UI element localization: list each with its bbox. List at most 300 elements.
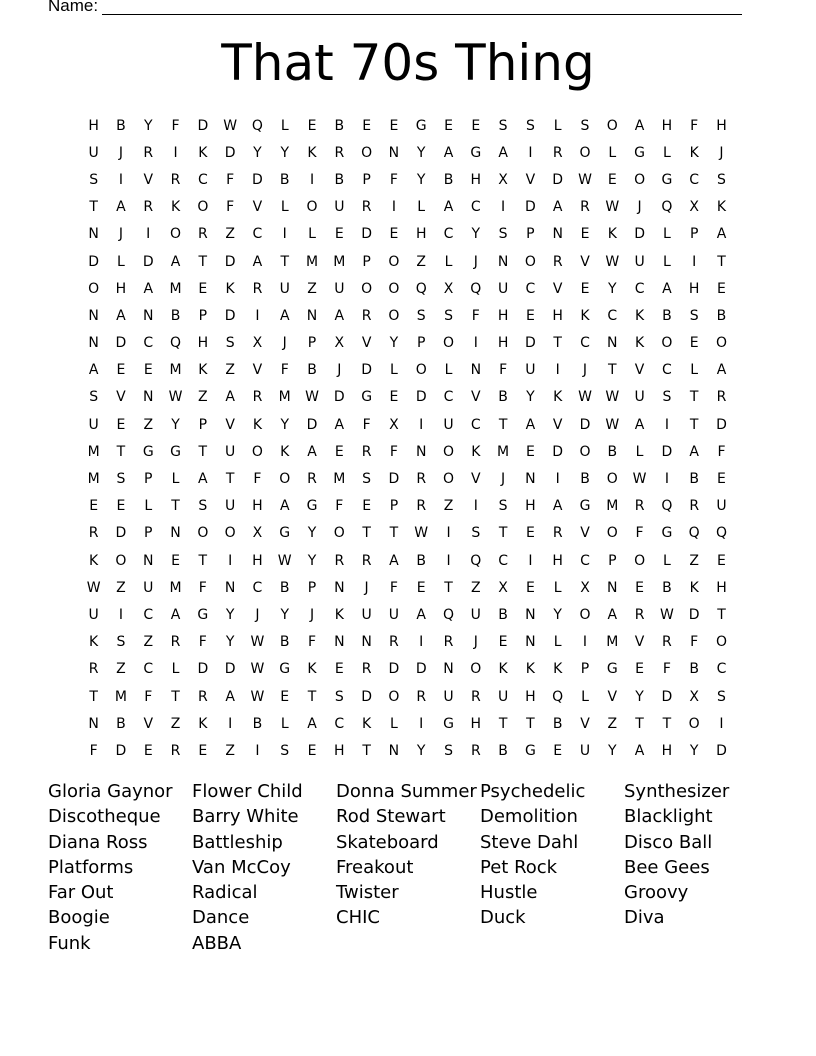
grid-letter: O [197,525,209,542]
grid-letter: A [116,199,126,216]
puzzle-title: That 70s Thing [221,34,595,92]
grid-letter: A [634,742,645,759]
grid-letter: S [116,471,126,488]
grid-letter: I [692,253,697,270]
grid-letter: T [662,715,672,732]
grid-letter: Z [170,715,181,732]
grid-letter: S [717,171,726,188]
grid-letter: R [470,742,481,759]
grid-letter: E [280,688,290,705]
grid-letter: G [279,661,291,678]
grid-letter: M [169,280,182,297]
name-label: Name: [48,0,99,15]
grid-letter: O [442,335,455,352]
grid-letter: E [116,362,126,379]
grid-letter: R [361,552,372,569]
grid-letter: O [388,253,400,270]
grid-row [80,248,740,275]
grid-letter: I [528,144,533,161]
grid-letter: R [443,634,454,651]
name-underline [102,0,742,15]
grid-letter: V [252,362,263,379]
grid-letter: K [225,280,235,297]
grid-letter: Z [607,715,618,732]
grid-letter: A [716,226,727,243]
grid-letter: K [716,199,727,216]
grid-letter: Z [198,389,208,406]
grid-letter: D [252,171,263,188]
grid-letter: J [309,606,315,623]
grid-letter: D [224,661,236,678]
grid-row [80,384,740,411]
grid-letter: J [337,362,342,379]
grid-letter: X [689,199,699,216]
grid-letter: N [170,525,181,542]
grid-letter: S [689,307,699,324]
grid-letter: W [223,117,238,134]
grid-letter: I [664,471,669,488]
grid-letter: I [719,715,724,732]
grid-letter: E [689,335,699,352]
grid-letter: R [334,552,345,569]
grid-letter: O [306,199,318,216]
grid-letter: C [607,307,618,324]
grid-letter: U [470,606,481,623]
grid-letter: X [580,579,590,596]
grid-letter: B [279,171,290,188]
grid-letter: N [388,144,400,161]
grid-letter: E [525,525,535,542]
grid-letter: H [88,117,99,134]
grid-letter: J [255,606,260,623]
grid-letter: N [525,606,536,623]
grid-letter: S [416,307,426,324]
grid-letter: N [361,634,372,651]
grid-letter: I [555,362,560,379]
grid-letter: Y [608,742,617,759]
grid-letter: C [334,715,345,732]
grid-letter: K [89,634,99,651]
grid-letter: V [252,199,263,216]
grid-letter: K [334,606,344,623]
grid-letter: L [117,253,125,270]
grid-letter: A [552,498,563,515]
grid-letter: R [361,443,372,460]
grid-row [80,438,740,465]
grid-letter: R [252,280,263,297]
grid-letter: C [143,661,154,678]
grid-row [80,275,740,302]
grid-letter: T [362,525,371,542]
grid-letter: E [717,552,726,569]
grid-row [80,330,740,357]
letter-grid [80,112,740,765]
grid-letter: R [334,144,345,161]
grid-row [80,737,740,764]
grid-letter: Q [442,606,455,623]
grid-letter: O [606,525,618,542]
grid-letter: V [471,471,481,488]
grid-letter: K [198,144,208,161]
grid-letter: H [661,742,673,759]
grid-letter: W [578,389,592,406]
grid-letter: C [443,389,454,406]
grid-letter: A [198,471,208,488]
grid-letter: K [525,661,535,678]
grid-letter: L [690,362,699,379]
grid-letter: O [251,443,263,460]
grid-letter: C [143,606,154,623]
grid-letter: Z [225,362,235,379]
grid-letter: B [279,634,290,651]
grid-letter: U [497,688,509,705]
grid-letter: D [661,688,673,705]
grid-letter: B [334,117,345,134]
grid-letter: Y [143,117,153,134]
word-list-item: Blacklight [624,806,713,828]
grid-letter: G [361,389,373,406]
grid-letter: S [362,471,372,488]
grid-letter: L [390,362,398,379]
grid-letter: D [361,688,372,705]
grid-letter: H [415,226,427,243]
grid-letter: W [605,416,620,433]
grid-letter: N [525,471,536,488]
grid-letter: D [388,471,400,488]
grid-letter: F [198,579,207,596]
grid-row [80,166,740,193]
grid-letter: O [579,606,591,623]
grid-letter: T [198,443,208,460]
grid-letter: R [143,144,154,161]
grid-letter: K [634,307,645,324]
grid-letter: W [305,389,319,406]
grid-letter: F [226,199,235,216]
grid-letter: N [334,634,345,651]
grid-letter: N [143,552,154,569]
grid-letter: H [252,552,263,569]
grid-letter: M [333,471,346,488]
grid-letter: T [498,416,508,433]
grid-row [80,574,740,601]
grid-letter: G [142,443,154,460]
grid-letter: F [253,471,262,488]
grid-letter: A [116,307,126,324]
grid-letter: J [501,471,506,488]
grid-letter: E [362,117,372,134]
grid-letter: Z [307,280,317,297]
grid-letter: N [334,579,345,596]
grid-letter: L [280,199,289,216]
word-list [48,779,768,956]
grid-letter: D [115,335,127,352]
grid-letter: E [89,498,99,515]
grid-letter: B [416,552,427,569]
grid-letter: F [662,661,671,678]
grid-letter: N [525,634,536,651]
grid-letter: R [143,199,154,216]
grid-letter: V [471,389,481,406]
grid-letter: Z [471,579,481,596]
grid-letter: C [716,661,727,678]
grid-letter: Y [225,634,235,651]
grid-letter: D [525,335,536,352]
grid-letter: V [634,634,645,651]
grid-letter: F [499,362,508,379]
grid-letter: B [662,307,672,324]
grid-letter: E [389,117,399,134]
grid-letter: E [116,498,126,515]
grid-letter: X [689,688,699,705]
grid-row [80,221,740,248]
word-list-item: Diana Ross [48,831,148,853]
word-list-item: Discotheque [48,806,161,828]
grid-letter: E [635,661,645,678]
grid-letter: O [279,471,291,488]
grid-letter: S [498,498,508,515]
grid-letter: D [197,661,209,678]
grid-letter: X [443,280,454,297]
grid-letter: A [279,498,290,515]
grid-letter: L [280,715,289,732]
grid-letter: H [525,498,536,515]
grid-letter: O [361,144,373,161]
grid-letter: K [607,226,617,243]
grid-letter: C [498,552,508,569]
grid-letter: K [580,307,590,324]
grid-letter: M [606,634,619,651]
grid-letter: N [224,579,236,596]
grid-letter: H [497,335,509,352]
grid-letter: M [497,443,510,460]
grid-letter: W [605,253,620,270]
word-list-item: Barry White [192,806,299,828]
grid-letter: Q [470,280,482,297]
grid-letter: G [524,742,536,759]
grid-letter: U [716,498,727,515]
grid-letter: F [389,443,398,460]
grid-letter: Q [470,552,482,569]
grid-letter: I [419,715,424,732]
grid-letter: P [362,171,371,188]
grid-letter: O [361,280,373,297]
grid-letter: L [171,661,180,678]
grid-letter: M [169,362,182,379]
grid-letter: Y [689,742,699,759]
grid-letter: X [252,335,263,352]
grid-letter: Z [116,579,126,596]
grid-letter: Y [553,606,562,623]
grid-letter: E [525,579,535,596]
grid-letter: A [225,688,235,705]
grid-letter: W [414,525,429,542]
grid-letter: L [390,715,398,732]
grid-letter: N [470,362,482,379]
grid-letter: B [334,171,345,188]
grid-letter: K [170,199,181,216]
grid-letter: L [662,253,671,270]
grid-letter: F [471,307,480,324]
grid-letter: E [471,117,481,134]
grid-letter: F [280,362,289,379]
grid-letter: U [88,144,99,161]
grid-letter: Y [471,226,481,243]
grid-letter: D [634,226,645,243]
word-list-item: Gloria Gaynor [48,781,173,802]
grid-letter: E [362,498,372,515]
grid-letter: N [88,307,99,324]
word-list-item: Battleship [192,831,283,853]
grid-letter: W [86,579,101,596]
grid-letter: F [89,742,98,759]
grid-letter: U [443,416,454,433]
word-list-item: Synthesizer [624,781,730,802]
grid-letter: I [582,634,588,651]
grid-letter: V [580,715,590,732]
grid-letter: T [608,362,617,379]
grid-letter: T [198,253,208,270]
grid-letter: Y [171,416,180,433]
grid-letter: P [198,416,208,433]
grid-letter: S [662,389,672,406]
grid-letter: U [334,280,345,297]
grid-letter: I [255,742,260,759]
grid-letter: R [662,634,672,651]
grid-letter: H [661,117,673,134]
grid-letter: L [635,443,644,460]
grid-letter: Y [307,525,317,542]
grid-letter: X [389,416,399,433]
grid-letter: V [580,525,590,542]
grid-letter: Z [416,253,426,270]
grid-letter: S [525,117,535,134]
grid-letter: D [579,416,591,433]
grid-letter: J [582,362,588,379]
grid-letter: M [305,253,319,270]
grid-letter: F [226,171,235,188]
grid-letter: I [419,416,424,433]
grid-letter: U [334,199,345,216]
grid-letter: D [115,525,127,542]
grid-letter: F [389,171,398,188]
grid-letter: E [198,280,208,297]
grid-letter: S [444,742,453,759]
grid-letter: C [470,416,481,433]
grid-letter: R [197,688,208,705]
grid-letter: G [170,443,181,460]
word-list-item: Skateboard [336,831,439,853]
grid-letter: Q [251,117,263,134]
grid-letter: L [553,117,562,134]
grid-letter: E [143,362,153,379]
grid-letter: G [197,606,209,623]
grid-letter: U [443,688,454,705]
grid-letter: S [116,634,126,651]
grid-letter: O [388,280,400,297]
grid-letter: D [552,443,564,460]
grid-letter: T [225,471,235,488]
grid-letter: O [115,552,127,569]
grid-letter: X [498,171,508,188]
grid-letter: O [415,362,427,379]
grid-letter: U [634,389,645,406]
grid-letter: O [688,715,700,732]
grid-letter: H [115,280,127,297]
grid-letter: R [580,199,590,216]
grid-letter: V [607,688,618,705]
grid-letter: I [228,552,233,569]
grid-row [80,656,740,683]
grid-letter: Y [416,742,426,759]
grid-letter: G [661,525,673,542]
grid-letter: Y [307,552,317,569]
word-list-item: Radical [192,882,258,904]
grid-letter: I [391,199,396,216]
word-list-item: Pet Rock [480,856,558,878]
grid-letter: G [634,144,646,161]
grid-letter: R [170,634,181,651]
grid-letter: D [661,443,673,460]
grid-letter: H [334,742,345,759]
grid-letter: G [443,715,454,732]
grid-letter: A [307,443,317,460]
grid-letter: E [580,226,590,243]
grid-row [80,357,740,384]
grid-letter: P [198,307,208,324]
grid-letter: I [419,634,424,651]
grid-letter: P [526,226,535,243]
grid-letter: L [662,226,671,243]
grid-letter: S [334,688,344,705]
grid-letter: B [252,715,263,732]
grid-letter: L [608,144,617,161]
grid-letter: S [471,525,481,542]
grid-letter: E [116,416,126,433]
grid-letter: U [143,579,154,596]
grid-letter: D [197,117,209,134]
grid-letter: I [146,226,151,243]
grid-letter: K [498,661,508,678]
grid-letter: W [605,389,620,406]
grid-letter: R [689,498,700,515]
word-list-item: Steve Dahl [480,831,579,853]
grid-letter: V [361,335,372,352]
grid-letter: T [389,525,399,542]
grid-letter: D [115,742,127,759]
grid-letter: D [552,171,564,188]
grid-letter: K [198,715,208,732]
grid-row [80,520,740,547]
grid-letter: Z [443,498,454,515]
grid-letter: Y [416,144,426,161]
grid-letter: W [605,199,620,216]
grid-letter: M [87,471,100,488]
grid-letter: D [306,416,318,433]
grid-letter: T [89,688,98,705]
grid-letter: Q [661,199,673,216]
grid-letter: W [659,606,674,623]
grid-letter: D [142,253,154,270]
word-list-item: Duck [480,907,526,929]
grid-letter: Y [526,389,535,406]
grid-letter: Y [280,416,289,433]
word-list-item: Hustle [480,882,538,904]
grid-letter: D [716,416,727,433]
grid-letter: Q [415,280,427,297]
grid-letter: Z [689,552,699,569]
grid-letter: W [277,552,292,569]
grid-row [80,493,740,520]
